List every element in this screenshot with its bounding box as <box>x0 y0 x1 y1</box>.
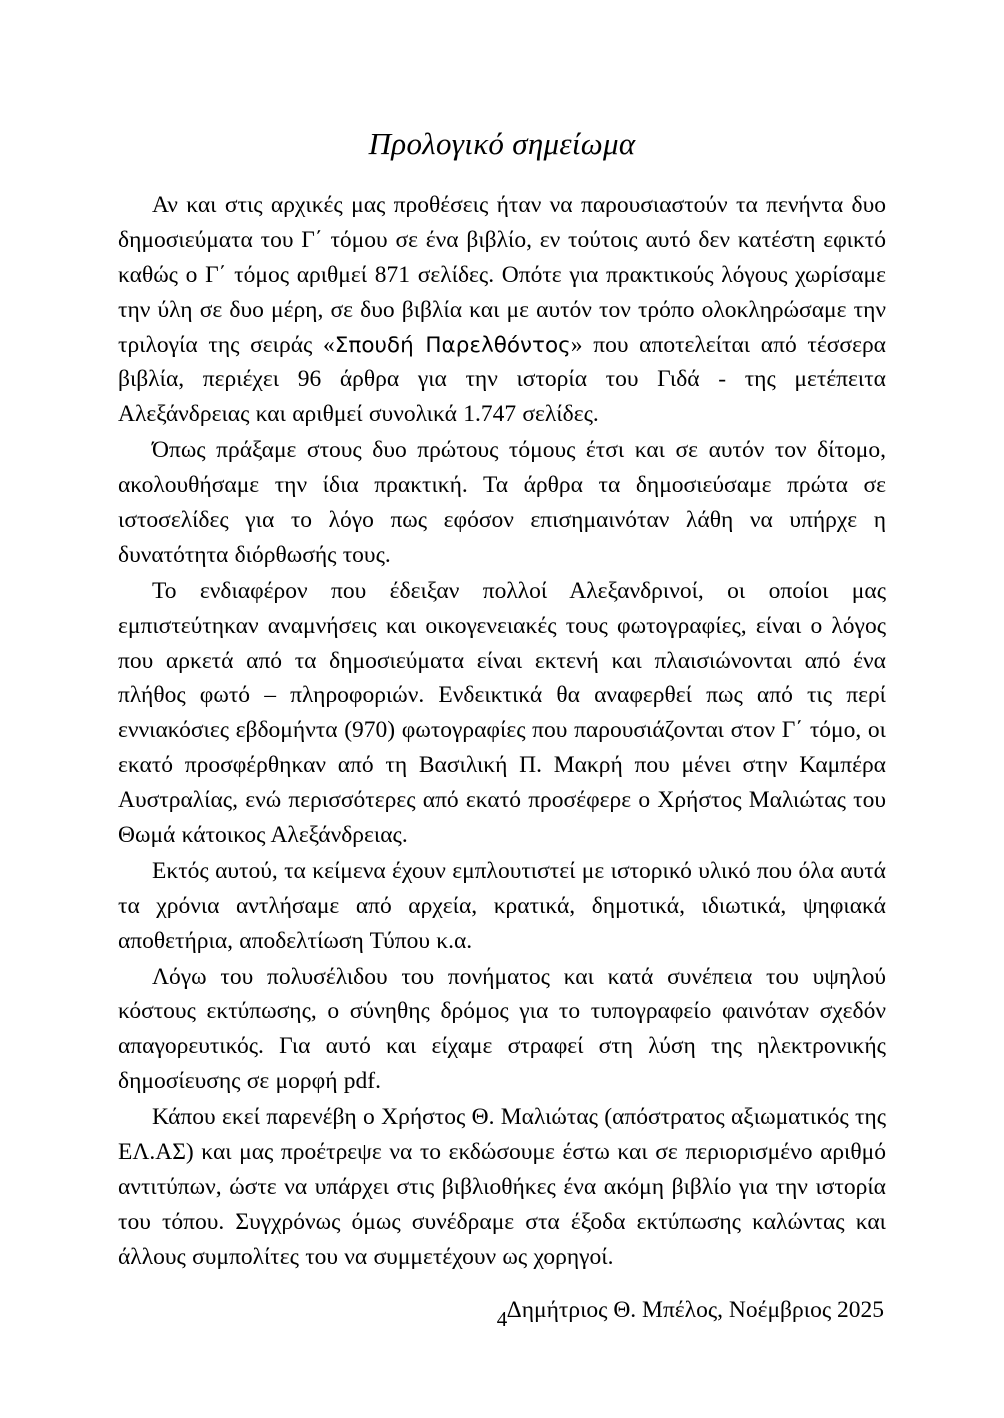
paragraph-1-text-after: » που αποτελείται από τέσσερα βιβλία, περιέχει 96 άρθρα για την ιστορία του Γιδά - της μετέπειτα Αλεξάνδρειας και αριθμεί συνολικά 1.747 σελίδες. <box>118 331 886 428</box>
page-title: Προλογικό σημείωμα <box>368 126 636 161</box>
paragraph-6: Κάπου εκεί παρενέβη ο Χρήστος Θ. Μαλιώτας (απόστρατος αξιωματικός της ΕΛ.ΑΣ) και μας προέτρεψε να το εκδώσουμε έστω και σε περιορισμένο αριθμό αντιτύπων, ώστε να υπάρχει στις βιβλιοθήκες ένα ακόμη βιβλίο για την ιστορία του τόπου. Συγχρόνως όμως συνέδραμε στα έξοδα εκτύπωσης καλώντας και άλλους συμπολίτες του να συμμετέχουν ως χορηγοί. <box>118 1104 886 1270</box>
paragraph-3: Το ενδιαφέρον που έδειξαν πολλοί Αλεξανδρινοί, οι οποίοι μας εμπιστεύτηκαν αναμνήσεις και οικογενειακές τους φωτογραφίες, είναι ο λόγος που αρκετά από τα δημοσιεύματα είναι εκτενή και πλαισιώνονται από ένα πλήθος φωτό – πληροφοριών. Ενδεικτικά θα αναφερθεί πως από τις περί εννιακόσιες εβδομήντα (970) φωτογραφίες που παρουσιάζονται στον Γ΄ τόμο, οι εκατό προσφέρθηκαν από τη Βασιλική Π. Μακρή που μένει στην Καμπέρα Αυστραλίας, ενώ περισσότερες από εκατό προσέφερε ο Χρήστος Μαλιώτας του Θωμά κάτοικος Αλεξάνδρειας. <box>118 577 886 849</box>
paragraph-1 <box>118 188 886 432</box>
paragraph-5: Λόγω του πολυσέλιδου του πονήματος και κατά συνέπεια του υψηλού κόστους εκτύπωσης, ο σύνηθης δρόμος για το τυπογραφείο φαινόταν σχεδόν απαγορευτικός. Για αυτό και είχαμε στραφεί στη λύση της ηλεκτρονικής δημοσίευσης σε μορφή pdf. <box>118 963 886 1095</box>
paragraph-2: Όπως πράξαμε στους δυο πρώτους τόμους έτσι και σε αυτόν τον δίτομο, ακολουθήσαμε την ίδια πρακτική. Τα άρθρα τα δημοσιεύσαμε πρώτα σε ιστοσελίδες για το λόγο πως εφόσον επισημαινόταν λάθη να υπήρχε η δυνατότητα διόρθωσής τους. <box>118 437 886 568</box>
paragraph-1-text-before: Αν και στις αρχικές μας προθέσεις ήταν να παρουσιαστούν τα πενήντα δυο δημοσιεύματα του Γ΄ τόμου σε ένα βιβλίο, εν τούτοις αυτό δεν κατέστη εφικτό καθώς ο Γ΄ τόμος αριθμεί 871 σελίδες. Οπότε για πρακτικούς λόγους χωρίσαμε την ύλη σε δυο μέρη, σε δυο βιβλία και με αυτόν τον τρόπο ολοκληρώσαμε την τριλογία της σειράς « <box>118 192 886 358</box>
paragraph-4: Εκτός αυτού, τα κείμενα έχουν εμπλουτιστεί με ιστορικό υλικό που όλα αυτά τα χρόνια αντλήσαμε από αρχεία, κρατικά, δημοτικά, ιδιωτικά, ψηφιακά αποθετήρια, αποδελτίωση Τύπου κ.α. <box>118 857 886 954</box>
series-title-highlight: Σπουδή Παρελθόντος <box>334 332 571 358</box>
author-signature: Δημήτριος Θ. Μπέλος, Νοέμβριος 2025 <box>506 1296 884 1323</box>
page-number: 4 <box>496 1307 508 1331</box>
